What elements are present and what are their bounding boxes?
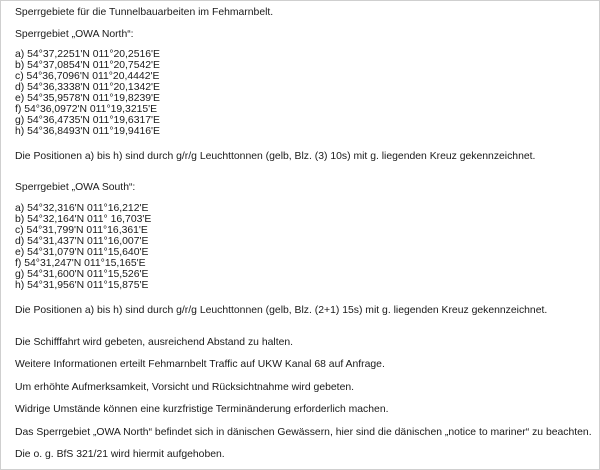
south-position-e: e) 54°31,079'N 011°15,640'E	[15, 247, 149, 258]
north-position-d: d) 54°36,3338'N 011°20,1342'E	[15, 82, 160, 93]
north-position-c: c) 54°36,7096'N 011°20,4442'E	[15, 71, 160, 82]
south-position-d: d) 54°31,437'N 011°16,007'E	[15, 236, 149, 247]
south-position-b: b) 54°32,164'N 011° 16,703'E	[15, 214, 152, 225]
south-position-h: h) 54°31,956'N 011°15,875'E	[15, 280, 149, 291]
south-position-g: g) 54°31,600'N 011°15,526'E	[15, 269, 149, 280]
north-position-a: a) 54°37,2251'N 011°20,2516'E	[15, 49, 160, 60]
north-position-f: f) 54°36,0972'N 011°19,3215'E	[15, 104, 158, 115]
north-position-b: b) 54°37,0854'N 011°20,7542'E	[15, 60, 160, 71]
south-position-c: c) 54°31,799'N 011°16,361'E	[15, 225, 148, 236]
south-note: Die Positionen a) bis h) sind durch g/r/g Leuchttonnen (gelb, Blz. (2+1) 15s) mit g. liegenden Kreuz gekennzeichnet.	[15, 305, 548, 316]
south-heading: Sperrgebiet „OWA South“:	[15, 182, 136, 193]
remark-distance: Die Schifffahrt wird gebeten, ausreichend Abstand zu halten.	[15, 337, 294, 348]
south-position-f: f) 54°31,247'N 011°15,165'E	[15, 258, 146, 269]
north-note: Die Positionen a) bis h) sind durch g/r/g Leuchttonnen (gelb, Blz. (3) 10s) mit g. liegenden Kreuz gekennzeichnet.	[15, 151, 536, 162]
remark-danish-waters: Das Sperrgebiet „OWA North“ befindet sich in dänischen Gewässern, hier sind die dänischen „notice to mariner“ zu beachten.	[15, 427, 592, 438]
north-position-e: e) 54°35,9578'N 011°19,8239'E	[15, 93, 160, 104]
north-heading: Sperrgebiet „OWA North“:	[15, 29, 134, 40]
remark-traffic-info: Weitere Informationen erteilt Fehmarnbelt Traffic auf UKW Kanal 68 auf Anfrage.	[15, 359, 385, 370]
remark-cancellation: Die o. g. BfS 321/21 wird hiermit aufgehoben.	[15, 449, 225, 460]
north-position-h: h) 54°36,8493'N 011°19,9416'E	[15, 126, 160, 137]
south-position-a: a) 54°32,316'N 011°16,212'E	[15, 203, 149, 214]
remark-caution: Um erhöhte Aufmerksamkeit, Vorsicht und Rücksichtnahme wird gebeten.	[15, 382, 355, 393]
remark-schedule-change: Widrige Umstände können eine kurzfristige Terminänderung erforderlich machen.	[15, 404, 389, 415]
north-position-g: g) 54°36,4735'N 011°19,6317'E	[15, 115, 160, 126]
document-title: Sperrgebiete für die Tunnelbauarbeiten im Fehmarnbelt.	[15, 7, 274, 18]
